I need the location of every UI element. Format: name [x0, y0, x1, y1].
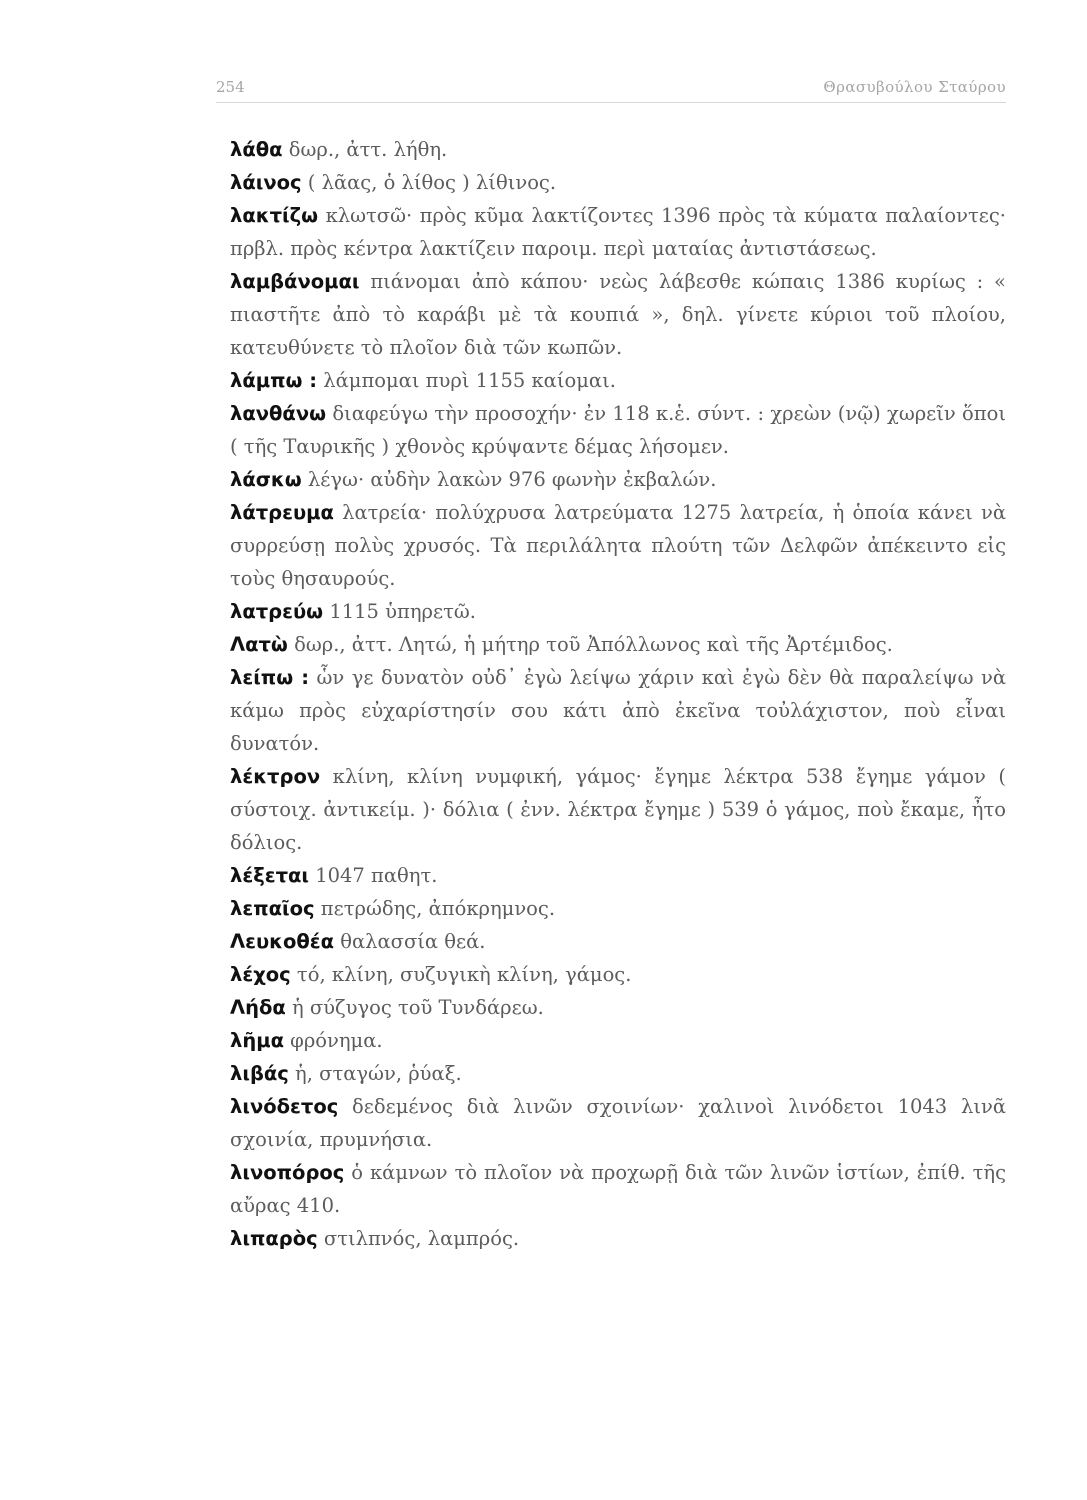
glossary-entry — [230, 1024, 1006, 1057]
entry-headword: λάθα — [230, 138, 283, 161]
entry-text: δωρ., ἀττ. λήθη. — [282, 138, 448, 161]
running-title: Θρασυβούλου Σταύρου — [823, 78, 1006, 96]
entry-text: κλίνη, κλίνη νυμφική, γάμος· ἔγημε λέκτρα 538 ἔγημε γάμον ( σύστοιχ. ἀντικείμ. )· δόλια ( ἐνν. λέκτρα ἔγημε ) 539 ὁ γάμος, ποὺ ἔκαμε, ἦτο δόλιος. — [230, 765, 1006, 854]
page-number: 254 — [216, 78, 245, 96]
entry-headword: λαμβάνομαι — [230, 270, 360, 293]
glossary-entry — [230, 364, 1006, 397]
page-header — [216, 76, 1006, 103]
glossary-entry — [230, 265, 1006, 364]
entry-text: φρόνημα. — [283, 1029, 383, 1052]
glossary-entry — [230, 760, 1006, 859]
glossary-entry — [230, 892, 1006, 925]
glossary-entry — [230, 628, 1006, 661]
glossary-entry — [230, 133, 1006, 166]
entry-text: κλωτσῶ· πρὸς κῦμα λακτίζοντες 1396 πρὸς τὰ κύματα παλαίοντες· πρβλ. πρὸς κέντρα λακτίζειν παροιμ. περὶ ματαίας ἀντιστάσεως. — [230, 204, 1006, 260]
glossary-entry — [230, 1057, 1006, 1090]
entry-text: ἡ, σταγών, ῥύαξ. — [288, 1062, 462, 1085]
entry-headword: Λατὼ — [230, 633, 288, 656]
glossary-entry — [230, 463, 1006, 496]
entry-headword: λατρεύω — [230, 600, 324, 623]
entry-text: λατρεία· πολύχρυσα λατρεύματα 1275 λατρεία, ἡ ὁποία κάνει νὰ συρρεύσῃ πολὺς χρυσός. Τὰ περιλάλητα πλούτη τῶν Δελφῶν ἀπέκειντο εἰς τοὺς θησαυρούς. — [230, 501, 1006, 590]
entry-headword: λανθάνω — [230, 402, 327, 425]
entry-text: ὧν γε δυνατὸν οὐδ᾽ ἐγὼ λείψω χάριν καὶ ἐγὼ δὲν θὰ παραλείψω νὰ κάμω πρὸς εὐχαρίστησίν σου κάτι ἀπὸ ἐκεῖνα τοὐλάχιστον, ποὺ εἶναι δυνατόν. — [230, 666, 1006, 755]
entry-text: πετρώδης, ἀπόκρημνος. — [314, 897, 556, 920]
entry-headword: λάσκω — [230, 468, 302, 491]
glossary-entry — [230, 1222, 1006, 1255]
glossary-entry — [230, 1090, 1006, 1156]
glossary-entry — [230, 397, 1006, 463]
entry-headword: Λευκοθέα — [230, 930, 335, 953]
entry-headword: λέξεται — [230, 864, 310, 887]
glossary-entries — [230, 133, 1006, 1255]
entry-headword: λέχος — [230, 963, 291, 986]
entry-text: τό, κλίνη, συζυγικὴ κλίνη, γάμος. — [290, 963, 632, 986]
entry-text: 1115 ὑπηρετῶ. — [323, 600, 476, 623]
entry-headword: λάμπω : — [230, 369, 318, 392]
entry-headword: λινόδετος — [230, 1095, 339, 1118]
entry-headword: λάινος — [230, 171, 302, 194]
glossary-entry — [230, 859, 1006, 892]
glossary-entry — [230, 925, 1006, 958]
entry-text: δεδεμένος διὰ λινῶν σχοινίων· χαλινοὶ λινόδετοι 1043 λινᾶ σχοινία, πρυμνήσια. — [230, 1095, 1006, 1151]
entry-text: ( λᾶας, ὁ λίθος ) λίθινος. — [301, 171, 557, 194]
glossary-entry — [230, 1156, 1006, 1222]
entry-headword: λάτρευμα — [230, 501, 334, 524]
glossary-entry — [230, 199, 1006, 265]
entry-headword: λῆμα — [230, 1029, 284, 1052]
entry-headword: λέκτρον — [230, 765, 321, 788]
entry-text: θαλασσία θεά. — [334, 930, 486, 953]
glossary-entry — [230, 991, 1006, 1024]
glossary-entry — [230, 595, 1006, 628]
entry-headword: λιπαρὸς — [230, 1227, 318, 1250]
entry-headword: λακτίζω — [230, 204, 319, 227]
glossary-entry — [230, 166, 1006, 199]
entry-text: λάμπομαι πυρὶ 1155 καίομαι. — [317, 369, 616, 392]
entry-text: ἡ σύζυγος τοῦ Τυνδάρεω. — [285, 996, 544, 1019]
entry-headword: Λήδα — [230, 996, 286, 1019]
entry-text: 1047 παθητ. — [309, 864, 438, 887]
entry-text: λέγω· αὐδὴν λακὼν 976 φωνὴν ἐκβαλών. — [301, 468, 717, 491]
entry-text: ὁ κάμνων τὸ πλοῖον νὰ προχωρῇ διὰ τῶν λινῶν ἱστίων, ἐπίθ. τῆς αὔρας 410. — [230, 1161, 1006, 1217]
entry-headword: λεπαῖος — [230, 897, 315, 920]
entry-headword: λιβάς — [230, 1062, 289, 1085]
entry-headword: λείπω : — [230, 666, 310, 689]
entry-text: δωρ., ἀττ. Λητώ, ἡ μήτηρ τοῦ Ἀπόλλωνος καὶ τῆς Ἀρτέμιδος. — [287, 633, 893, 656]
glossary-entry — [230, 958, 1006, 991]
entry-headword: λινοπόρος — [230, 1161, 345, 1184]
entry-text: διαφεύγω τὴν προσοχήν· ἐν 118 κ.ἑ. σύντ. : χρεὼν (νῷ) χωρεῖν ὅποι ( τῆς Ταυρικῆς ) χθονὸς κρύψαντε δέμας λήσομεν. — [230, 402, 1006, 458]
entry-text: πιάνομαι ἀπὸ κάπου· νεὼς λάβεσθε κώπαις 1386 κυρίως : « πιαστῆτε ἀπὸ τὸ καράβι μὲ τὰ κουπιά », δηλ. γίνετε κύριοι τοῦ πλοίου, κατευθύνετε τὸ πλοῖον διὰ τῶν κωπῶν. — [230, 270, 1006, 359]
glossary-entry — [230, 496, 1006, 595]
glossary-entry — [230, 661, 1006, 760]
entry-text: στιλπνός, λαμπρός. — [317, 1227, 520, 1250]
